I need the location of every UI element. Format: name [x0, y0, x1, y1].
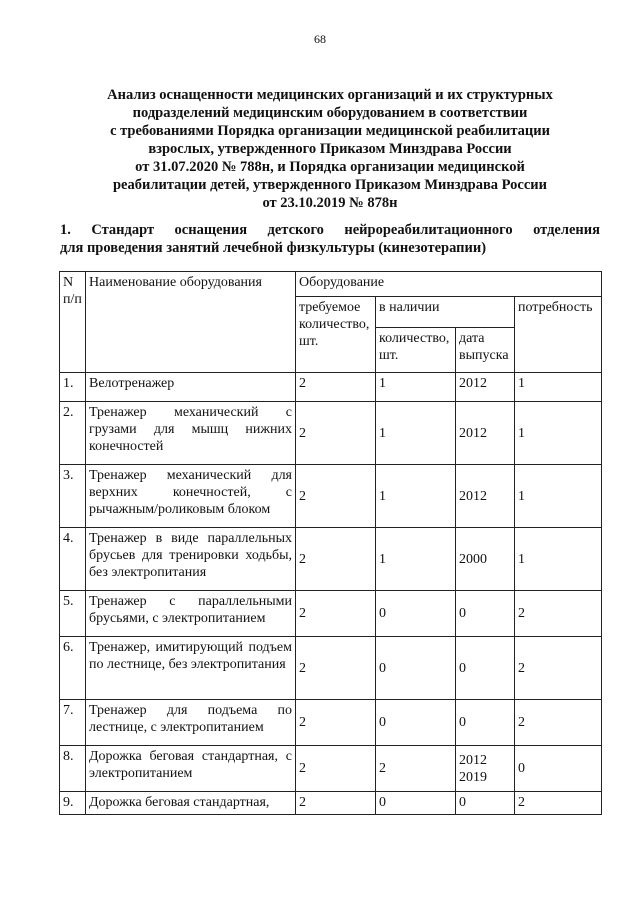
release-date-value: 2019 — [459, 769, 487, 785]
equipment-name: Тренажер, имитирующий подъем по лестнице, без электропитания — [86, 637, 296, 700]
section-heading-line-1 — [60, 221, 600, 239]
required-quantity: 2 — [296, 528, 376, 591]
release-date — [456, 700, 515, 746]
available-quantity: 1 — [376, 528, 456, 591]
equipment-name: Тренажер механический для верхних конечностей, с рычажным/роликовым блоком — [86, 465, 296, 528]
equipment-name: Велотренажер — [86, 373, 296, 402]
row-number: 8. — [60, 746, 86, 792]
title-line: Анализ оснащенности медицинских организаций и их структурных — [107, 87, 553, 103]
release-date — [456, 746, 515, 792]
release-date-value: 2012 — [459, 425, 487, 441]
release-date-value: 0 — [459, 660, 466, 676]
header-available: в наличии — [376, 297, 515, 328]
need-quantity: 1 — [515, 373, 602, 402]
release-date-value: 0 — [459, 715, 466, 730]
section-word: отделения — [533, 222, 600, 238]
table-row — [60, 792, 602, 815]
release-date — [456, 528, 515, 591]
row-number: 7. — [60, 700, 86, 746]
equipment-name: Тренажер механический с грузами для мышц нижних конечностей — [86, 402, 296, 465]
available-quantity: 1 — [376, 402, 456, 465]
release-date-value: 0 — [459, 795, 466, 810]
table-row — [60, 528, 602, 591]
header-equipment: Оборудование — [296, 272, 602, 297]
release-date-value: 2012 — [459, 376, 487, 391]
available-quantity: 0 — [376, 591, 456, 637]
table-row — [60, 746, 602, 792]
section-word: Стандарт — [91, 222, 155, 238]
row-number: 1. — [60, 373, 86, 402]
section-word: нейрореабилитационного — [344, 222, 513, 238]
header-name: Наименование оборудования — [86, 272, 296, 373]
release-date-value: 2012 — [459, 488, 487, 504]
release-date — [456, 637, 515, 700]
section-word: детского — [267, 222, 324, 238]
header-required: требуемое количество, шт. — [296, 297, 376, 373]
available-quantity: 1 — [376, 373, 456, 402]
section-word: 1. — [60, 222, 71, 238]
available-quantity: 0 — [376, 792, 456, 815]
available-quantity: 0 — [376, 700, 456, 746]
need-quantity: 2 — [515, 591, 602, 637]
release-date-value: 2012 — [459, 752, 487, 768]
header-row — [60, 272, 602, 297]
required-quantity: 2 — [296, 402, 376, 465]
need-quantity: 2 — [515, 700, 602, 746]
required-quantity: 2 — [296, 700, 376, 746]
row-number: 9. — [60, 792, 86, 815]
page-number: 68 — [314, 32, 326, 46]
row-number: 2. — [60, 402, 86, 465]
title-line: реабилитации детей, утвержденного Приказом Минздрава России — [112, 177, 547, 193]
section-word: оснащения — [174, 222, 248, 238]
row-number: 6. — [60, 637, 86, 700]
header-quantity: количество, шт. — [376, 328, 456, 373]
table-row — [60, 465, 602, 528]
document-title — [70, 86, 590, 212]
equipment-table — [59, 271, 602, 815]
table-row — [60, 700, 602, 746]
title-line: от 23.10.2019 № 878н — [262, 195, 398, 211]
title-line: подразделений медицинским оборудованием в соответствии — [132, 105, 528, 121]
required-quantity: 2 — [296, 746, 376, 792]
table-row — [60, 402, 602, 465]
header-num: N п/п — [60, 272, 86, 373]
table-row — [60, 591, 602, 637]
need-quantity: 2 — [515, 792, 602, 815]
header-release-date: дата выпуска — [456, 328, 515, 373]
equipment-name: Тренажер с параллельными брусьями, с электропитанием — [86, 591, 296, 637]
row-number: 5. — [60, 591, 86, 637]
release-date-value: 2000 — [459, 551, 487, 567]
release-date — [456, 792, 515, 815]
title-line: с требованиями Порядка организации медицинской реабилитации — [110, 123, 550, 139]
section-heading — [60, 221, 600, 257]
required-quantity: 2 — [296, 465, 376, 528]
available-quantity: 1 — [376, 465, 456, 528]
title-line: от 31.07.2020 № 788н, и Порядка организации медицинской — [135, 159, 525, 175]
release-date-value: 0 — [459, 606, 466, 621]
required-quantity: 2 — [296, 637, 376, 700]
required-quantity: 2 — [296, 591, 376, 637]
required-quantity: 2 — [296, 373, 376, 402]
release-date — [456, 402, 515, 465]
row-number: 4. — [60, 528, 86, 591]
row-number: 3. — [60, 465, 86, 528]
need-quantity: 1 — [515, 402, 602, 465]
need-quantity: 1 — [515, 528, 602, 591]
section-heading-line-2: для проведения занятий лечебной физкультуры (кинезотерапии) — [60, 240, 487, 256]
title-line: взрослых, утвержденного Приказом Минздрава России — [148, 141, 512, 157]
table-row — [60, 637, 602, 700]
release-date — [456, 465, 515, 528]
need-quantity: 1 — [515, 465, 602, 528]
need-quantity: 2 — [515, 637, 602, 700]
release-date — [456, 373, 515, 402]
equipment-name: Тренажер в виде параллельных брусьев для тренировки ходьбы, без электропитания — [86, 528, 296, 591]
available-quantity: 2 — [376, 746, 456, 792]
required-quantity: 2 — [296, 792, 376, 815]
equipment-name: Дорожка беговая стандартная, — [86, 792, 296, 815]
table-row — [60, 373, 602, 402]
header-need: потребность — [515, 297, 602, 373]
equipment-name: Дорожка беговая стандартная, с электропитанием — [86, 746, 296, 792]
equipment-name: Тренажер для подъема по лестнице, с электропитанием — [86, 700, 296, 746]
need-quantity: 0 — [515, 746, 602, 792]
release-date — [456, 591, 515, 637]
available-quantity: 0 — [376, 637, 456, 700]
